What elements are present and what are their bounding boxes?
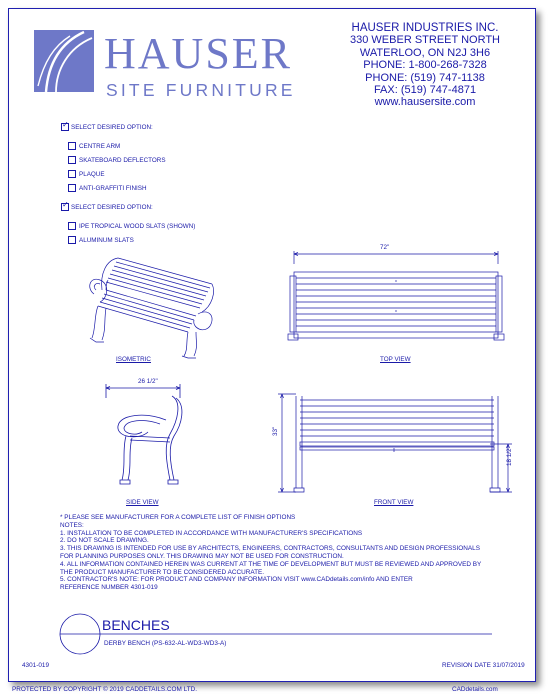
option-plaque-label: PLAQUE <box>79 171 105 178</box>
notes-heading: NOTES: <box>60 521 84 529</box>
side-view-drawing <box>96 380 196 492</box>
note-line: THE PRODUCT MANUFACTURER TO BE CONSIDERED ACCURATE. <box>60 568 265 576</box>
note-line: 5. CONTRACTOR'S NOTE: FOR PRODUCT AND COMPANY INFORMATION VISIT www.CADdetails.com/info AND ENTER <box>60 576 413 584</box>
options-2-heading: SELECT DESIRED OPTION: <box>71 204 153 211</box>
option-aluminum-label: ALUMINUM SLATS <box>79 237 134 244</box>
note-line: FOR PLANNING PURPOSES ONLY. THIS DRAWING MAY NOT BE USED FOR CONSTRUCTION. <box>60 552 344 560</box>
front-height-dimension: 33" <box>272 426 279 436</box>
reference-number: 4301-019 <box>22 662 50 669</box>
note-line: 3. THIS DRAWING IS INTENDED FOR USE BY ARCHITECTS, ENGINEERS, CONTRACTORS, CONSULTANTS AND DESIGN PROFESSIONALS <box>60 545 480 553</box>
company-website[interactable]: www.hausersite.com <box>374 96 476 109</box>
note-line: 2. DO NOT SCALE DRAWING. <box>60 537 149 545</box>
option-anti-graffiti-label: ANTI-GRAFFITI FINISH <box>79 185 147 192</box>
company-name: HAUSER INDUSTRIES INC. <box>351 22 499 34</box>
copyright-text: PROTECTED BY COPYRIGHT © 2019 CADDETAILS.COM LTD. <box>12 686 197 693</box>
option-anti-graffiti-checkbox[interactable] <box>68 184 76 192</box>
isometric-label: ISOMETRIC <box>116 356 151 363</box>
option-aluminum-checkbox[interactable] <box>68 236 76 244</box>
side-view-label: SIDE VIEW <box>126 499 159 506</box>
top-view-label: TOP VIEW <box>380 356 411 363</box>
top-width-dimension: 72" <box>380 244 390 251</box>
option-centre-arm-label: CENTRE ARM <box>79 143 121 150</box>
options-1-heading: SELECT DESIRED OPTION: <box>71 124 153 131</box>
front-view-drawing <box>276 388 516 496</box>
options-1-heading-checkbox[interactable] <box>61 123 69 131</box>
note-line: 1. INSTALLATION TO BE COMPLETED IN ACCORDANCE WITH MANUFACTURER'S SPECIFICATIONS <box>60 529 363 537</box>
drawing-subtitle: DERBY BENCH (PS-632-AL-WD3-WD3-A) <box>104 640 227 647</box>
hauser-logo <box>26 26 326 106</box>
company-address-1: 330 WEBER STREET NORTH <box>350 34 500 47</box>
option-ipe-wood-checkbox[interactable] <box>68 222 76 230</box>
company-info <box>330 22 520 109</box>
option-ipe-wood-label: IPE TROPICAL WOOD SLATS (SHOWN) <box>79 223 196 230</box>
seat-height-dimension: 18 1/2" <box>506 446 513 466</box>
top-view-drawing <box>286 250 512 350</box>
side-depth-dimension: 26 1/2" <box>138 378 158 385</box>
notes-block <box>60 514 520 592</box>
company-address-2: WATERLOO, ON N2J 3H6 <box>359 46 491 59</box>
option-plaque-checkbox[interactable] <box>68 170 76 178</box>
option-skateboard-deflectors-checkbox[interactable] <box>68 156 76 164</box>
finish-note: * PLEASE SEE MANUFACTURER FOR A COMPLETE LIST OF FINISH OPTIONS <box>60 514 296 521</box>
company-phone-2: PHONE: (519) 747-1138 <box>365 71 485 84</box>
note-line: REFERENCE NUMBER 4301-019 <box>60 584 158 592</box>
option-centre-arm-checkbox[interactable] <box>68 142 76 150</box>
logo-tagline: SITE FURNITURE <box>106 80 296 100</box>
isometric-view-drawing <box>84 250 234 360</box>
company-fax: FAX: (519) 747-4871 <box>373 84 477 97</box>
options-2-heading-checkbox[interactable] <box>61 203 69 211</box>
logo-brand: HAUSER <box>104 29 293 78</box>
drawing-title: BENCHES <box>102 617 170 633</box>
company-phone-1: PHONE: 1-800-268-7328 <box>363 59 487 72</box>
note-line: 4. ALL INFORMATION CONTAINED HEREIN WAS CURRENT AT THE TIME OF DEVELOPMENT BUT MUST BE REVIEWED AND APPROVED BY <box>60 560 482 568</box>
revision-date: REVISION DATE 31/07/2019 <box>442 662 525 669</box>
caddetails-link[interactable]: CADdetails.com <box>452 686 498 693</box>
option-skateboard-deflectors-label: SKATEBOARD DEFLECTORS <box>79 157 166 164</box>
front-view-label: FRONT VIEW <box>374 499 414 506</box>
